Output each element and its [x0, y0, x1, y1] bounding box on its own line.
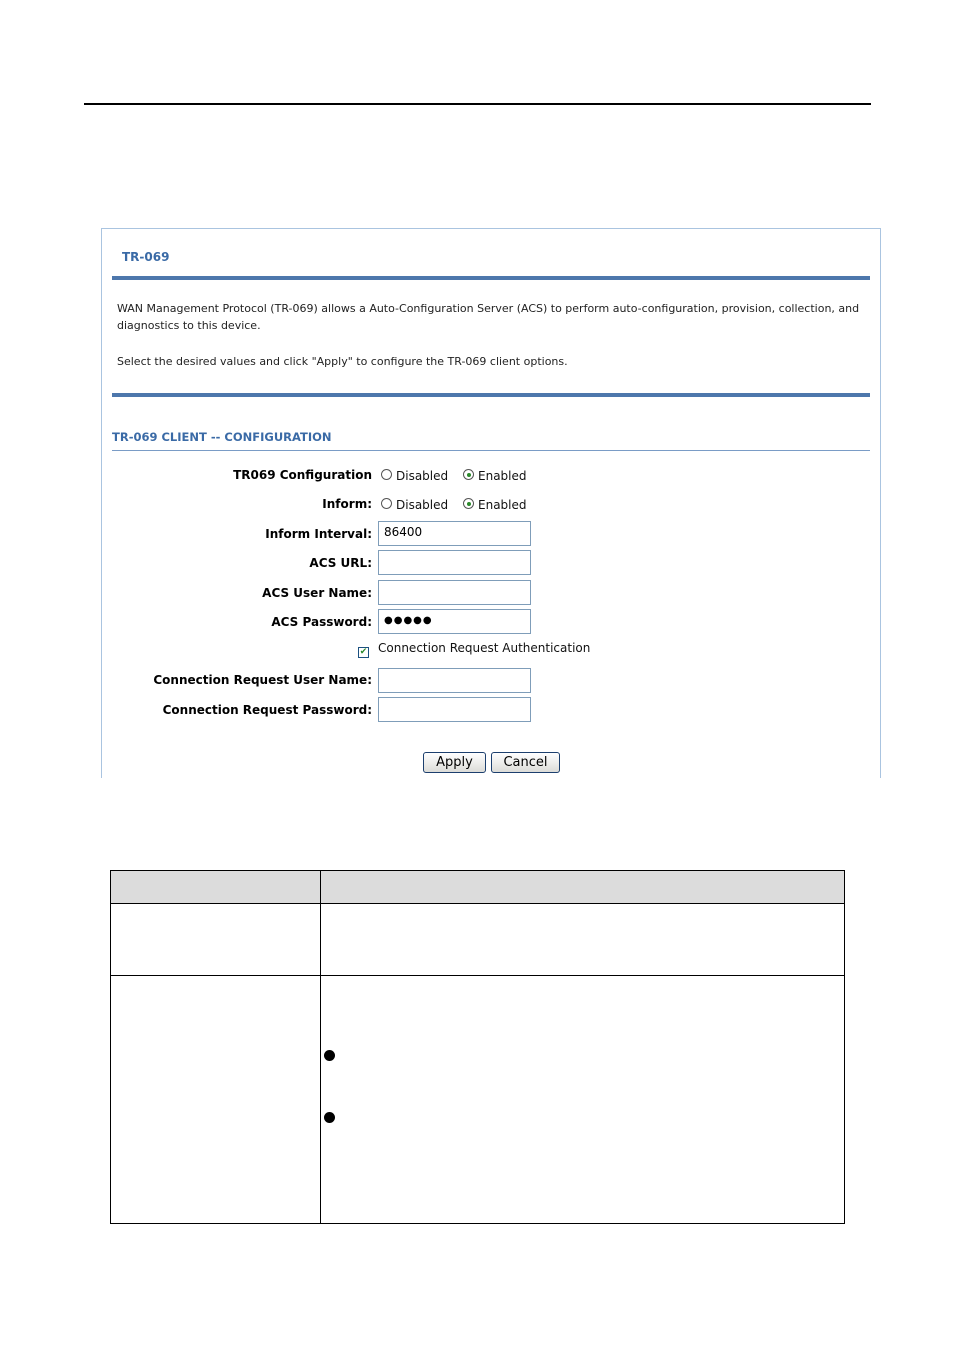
inform-enabled-label: Enabled — [478, 498, 527, 512]
parameter-table — [110, 870, 845, 1224]
section-divider — [112, 393, 870, 397]
inform-interval-input[interactable]: 86400 — [378, 521, 531, 546]
inform-interval-label: Inform Interval: — [265, 527, 372, 541]
table-row-divider — [111, 975, 844, 976]
tr069-config-label: TR069 Configuration — [233, 468, 372, 482]
conn-request-user-label: Connection Request User Name: — [153, 673, 372, 687]
instruction-text: Select the desired values and click "Apply" to configure the TR-069 client options. — [117, 355, 568, 368]
header-divider — [112, 276, 870, 280]
inform-disabled-label: Disabled — [396, 498, 449, 512]
apply-button[interactable]: Apply — [423, 752, 486, 773]
inform-enabled-radio[interactable] — [463, 498, 474, 509]
bullet-point — [324, 1050, 335, 1061]
connection-auth-checkbox[interactable]: ✔ — [359, 647, 368, 657]
acs-url-input[interactable] — [378, 550, 531, 575]
inform-label: Inform: — [322, 497, 372, 511]
table-header-row — [111, 871, 844, 904]
acs-password-label: ACS Password: — [271, 615, 372, 629]
description-text: WAN Management Protocol (TR-069) allows a Auto-Configuration Server (ACS) to perform auto-configuration, provision, collection, and diagnostics to this device. — [117, 302, 860, 332]
tr069-disabled-radio[interactable] — [381, 469, 392, 480]
conn-request-user-input[interactable] — [378, 668, 531, 693]
section-underline — [112, 450, 870, 451]
bullet-point — [324, 1112, 335, 1123]
page-top-rule — [84, 103, 871, 105]
tr069-enabled-label: Enabled — [478, 469, 527, 483]
conn-request-password-input[interactable] — [378, 697, 531, 722]
tr069-disabled-label: Disabled — [396, 469, 449, 483]
conn-request-password-label: Connection Request Password: — [162, 703, 372, 717]
connection-auth-label: Connection Request Authentication — [378, 641, 591, 655]
tr069-enabled-radio[interactable] — [463, 469, 474, 480]
page-title: TR-069 — [122, 250, 170, 264]
acs-url-label: ACS URL: — [309, 556, 372, 570]
acs-password-input[interactable]: ●●●●● — [378, 609, 531, 634]
acs-user-name-label: ACS User Name: — [262, 586, 372, 600]
table-column-divider — [320, 871, 321, 1223]
cancel-button[interactable]: Cancel — [491, 752, 560, 773]
tr069-panel — [101, 228, 881, 778]
acs-user-name-input[interactable] — [378, 580, 531, 605]
inform-disabled-radio[interactable] — [381, 498, 392, 509]
section-title: TR-069 CLIENT -- CONFIGURATION — [112, 430, 332, 444]
